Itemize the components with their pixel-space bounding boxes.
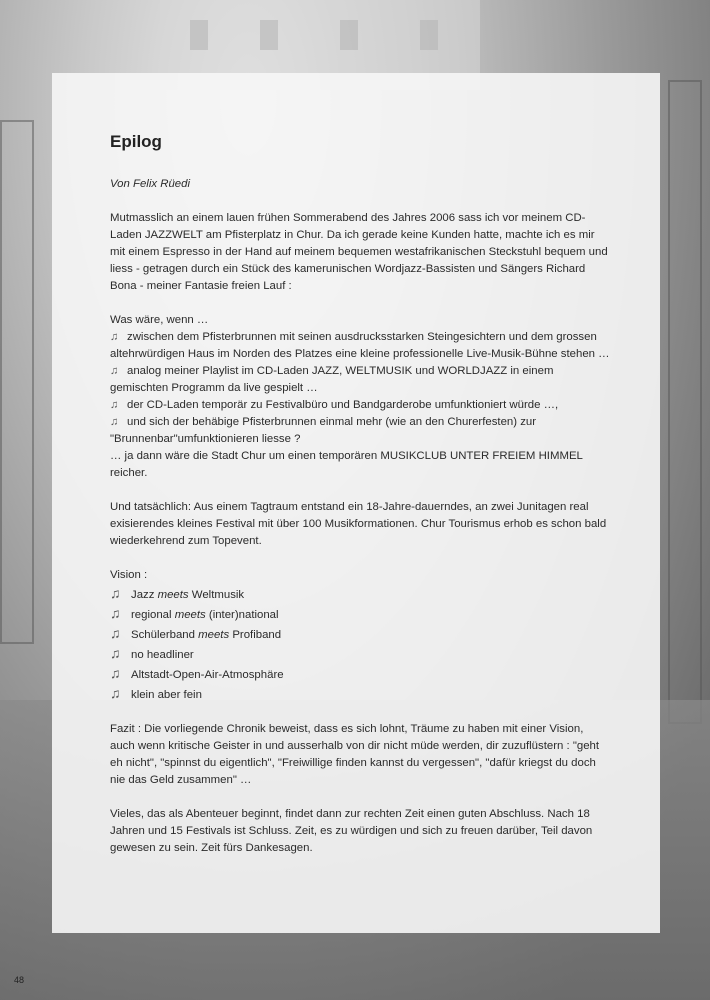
intro-paragraph: Mutmasslich an einem lauen frühen Sommerabend des Jahres 2006 sass ich vor meinem CD-Laden JAZZWELT am Pfisterplatz in Chur. Da ich gerade keine Kunden hatte, machte ich es mir mit einem Espresso in der Hand auf meinem bequemen westafrikanischen Steckstuhl bequem und liess - getragen durch ein Stück des kamerunischen Wordjazz-Bassisten und Sängers Richard Bona - meiner Fantasie freien Lauf : xyxy=(110,212,608,292)
music-note-icon: ♫ xyxy=(110,645,121,661)
music-note-icon: ♫ xyxy=(110,625,121,641)
vision-item: ♫ klein aber fein xyxy=(110,685,202,701)
music-notes-icon: ♫ xyxy=(110,416,119,428)
music-note-icon: ♫ xyxy=(110,605,121,621)
reality-paragraph: Und tatsächlich: Aus einem Tagtraum entstand ein 18-Jahre-dauerndes, an zwei Junitagen real exisierendes kleines Festival mit über 100 Musikformationen. Chur Tourismus erhob es schon bald wiederkehrend zum Topevent. xyxy=(110,501,607,547)
article xyxy=(110,131,610,874)
vision-lead: Vision : xyxy=(110,569,148,581)
music-note-icon: ♫ xyxy=(110,665,121,681)
what-if-section xyxy=(110,312,610,482)
music-note-icon: ♫ xyxy=(110,685,121,701)
article-title: Epilog xyxy=(110,132,162,151)
what-if-item: ♫ und sich der behäbige Pfisterbrunnen einmal mehr (wie an den Churerfesten) zur "Brunnenbar"umfunktionieren liesse ? xyxy=(110,416,537,445)
music-note-icon: ♫ xyxy=(110,585,121,601)
fazit-paragraph: Fazit : Die vorliegende Chronik beweist, dass es sich lohnt, Träume zu haben mit einer Vision, auch wenn kritische Geister in und ausserhalb von dir nicht müde werden, dir zuzuflüstern : "geht eh nicht", "spinnst du eigentlich", "Freiwillige finden kannst du vergessen", "dafür kriegst du doch nie das Geld zusammen" … xyxy=(110,723,600,786)
vision-section xyxy=(110,567,610,704)
article-author: Von Felix Rüedi xyxy=(110,178,190,190)
vision-item: ♫ Altstadt-Open-Air-Atmosphäre xyxy=(110,665,284,681)
music-notes-icon: ♫ xyxy=(110,399,119,411)
what-if-lead: Was wäre, wenn … xyxy=(110,314,209,326)
music-notes-icon: ♫ xyxy=(110,331,119,343)
text-panel xyxy=(52,73,660,933)
music-notes-icon: ♫ xyxy=(110,365,119,377)
vision-item: ♫ Jazz meets Weltmusik xyxy=(110,585,245,601)
what-if-item: ♫ der CD-Laden temporär zu Festivalbüro und Bandgarderobe umfunktioniert würde …, xyxy=(110,397,610,414)
vision-item: ♫ regional meets (inter)national xyxy=(110,605,279,621)
what-if-item: ♫ analog meiner Playlist im CD-Laden JAZZ, WELTMUSIK und WORLDJAZZ in einem gemischten Programm da live gespielt … xyxy=(110,365,554,394)
vision-item: ♫ Schülerband meets Profiband xyxy=(110,625,282,641)
what-if-conclusion: … ja dann wäre die Stadt Chur um einen temporären MUSIKCLUB UNTER FREIEM HIMMEL reicher. xyxy=(110,450,583,479)
closing-paragraph: Vieles, das als Abenteuer beginnt, findet dann zur rechten Zeit einen guten Abschluss. Nach 18 Jahren und 15 Festivals ist Schluss. Zeit, es zu würdigen und sich zu freuen darüber, Teil davon gewesen zu sein. Zeit fürs Dankesagen. xyxy=(110,808,593,854)
vision-item: ♫ no headliner xyxy=(110,645,194,661)
what-if-item: ♫ zwischen dem Pfisterbrunnen mit seinen ausdrucksstarken Steingesichtern und dem grossen altehrwürdigen Haus im Norden des Platzes eine kleine professionelle Live-Musik-Bühne stehen … xyxy=(110,331,610,360)
page-number: 48 xyxy=(14,975,25,985)
